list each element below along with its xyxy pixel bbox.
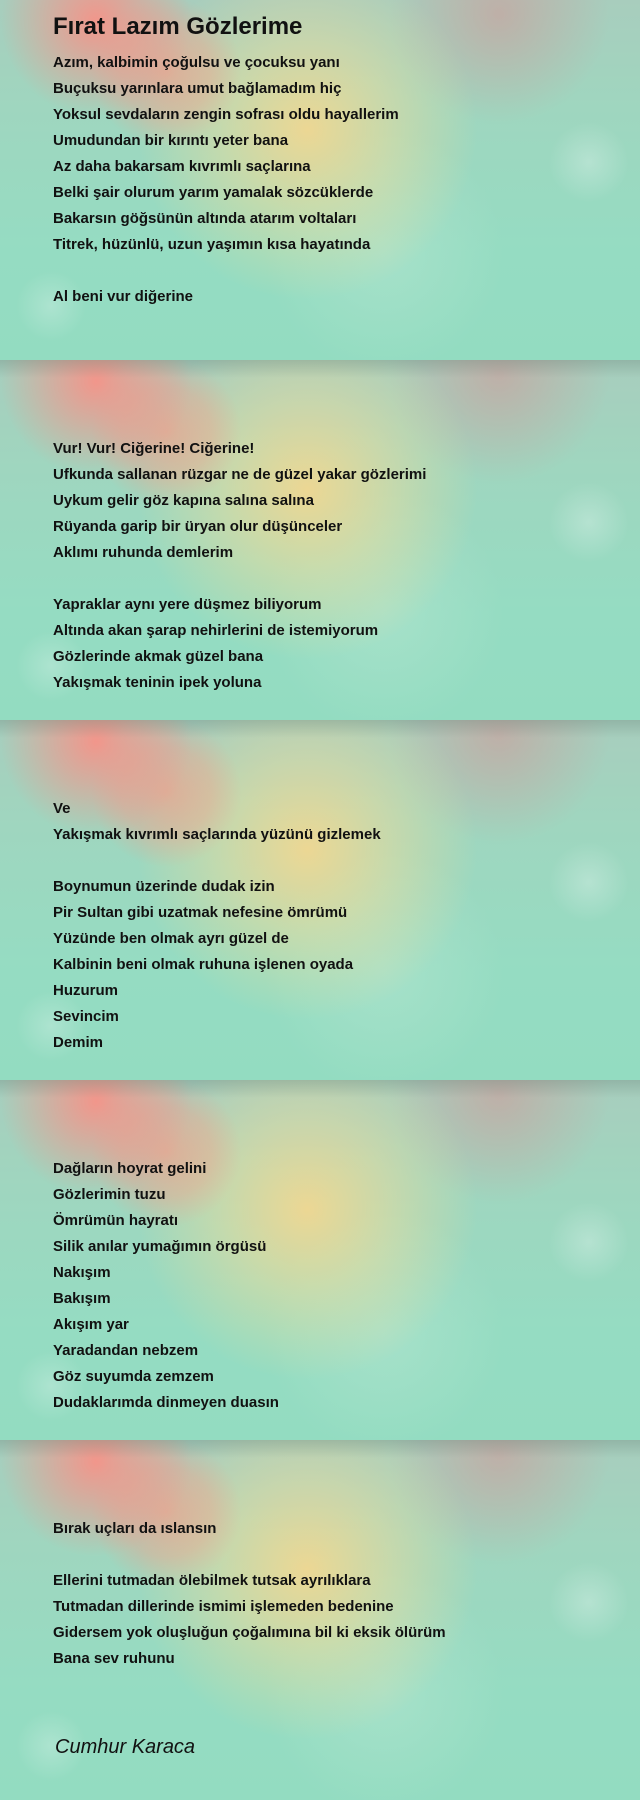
stanza-1 — [53, 50, 399, 310]
poem-line: Dağların hoyrat gelini — [53, 1160, 207, 1177]
poem-line: Göz suyumda zemzem — [53, 1368, 214, 1385]
poem-line: Yakışmak teninin ipek yoluna — [53, 674, 262, 691]
blank-line — [53, 1490, 446, 1516]
blank-line — [53, 1542, 446, 1568]
poem-line: Ufkunda sallanan rüzgar ne de güzel yakar gözlerimi — [53, 466, 427, 483]
poem-line: Yaradandan nebzem — [53, 1342, 199, 1359]
poem-line: Boynumun üzerinde dudak izin — [53, 878, 275, 895]
stanza-5 — [53, 1490, 446, 1672]
poem-line: Yakışmak kıvrımlı saçlarında yüzünü gizlemek — [53, 826, 381, 843]
poem-line: Kalbinin beni olmak ruhuna işlenen oyada — [53, 956, 354, 973]
poem-line: Bırak uçları da ıslansın — [53, 1520, 217, 1537]
poem-line: Bana sev ruhunu — [53, 1650, 175, 1667]
stanza-3 — [53, 770, 381, 1056]
blank-line — [53, 258, 399, 284]
poem-line: Demim — [53, 1034, 104, 1051]
poem-line: Pir Sultan gibi uzatmak nefesine ömrümü — [53, 904, 348, 921]
poem-line: Bakışım — [53, 1290, 111, 1307]
poem-panel-2 — [0, 360, 640, 720]
poem-line: Aklımı ruhunda demlerim — [53, 544, 234, 561]
poem-line: Uykum gelir göz kapına salına salına — [53, 492, 314, 509]
poem-author: Cumhur Karaca — [55, 1736, 196, 1758]
poem-line: Nakışım — [53, 1264, 111, 1281]
stanza-4 — [53, 1130, 279, 1416]
stanza-2 — [53, 410, 426, 696]
blank-line — [53, 410, 426, 436]
poem-line: Yoksul sevdaların zengin sofrası oldu hayallerim — [53, 106, 399, 123]
poem-line: Tutmadan dillerinde ismimi işlemeden bedenine — [53, 1598, 394, 1615]
poem-line: Huzurum — [53, 982, 118, 999]
poem-line: Umudundan bir kırıntı yeter bana — [53, 132, 289, 149]
poem-line: Vur! Vur! Ciğerine! Ciğerine! — [53, 440, 255, 457]
poem-line: Az daha bakarsam kıvrımlı saçlarına — [53, 158, 311, 175]
poem-line: Dudaklarımda dinmeyen duasın — [53, 1394, 279, 1411]
blank-line — [53, 770, 381, 796]
poem-line: Al beni vur diğerine — [53, 288, 194, 305]
poem-panel-4 — [0, 1080, 640, 1440]
blank-line — [53, 1130, 279, 1156]
poem-line: Buçuksu yarınlara umut bağlamadım hiç — [53, 80, 342, 97]
poem-line: Gidersem yok oluşluğun çoğalımına bil ki eksik ölürüm — [53, 1624, 446, 1641]
poem-line: Sevincim — [53, 1008, 119, 1025]
poem-line: Belki şair olurum yarım yamalak sözcüklerde — [53, 184, 374, 201]
blank-line — [53, 566, 426, 592]
poem-line: Akışım yar — [53, 1316, 129, 1333]
poem-line: Azım, kalbimin çoğulsu ve çocuksu yanı — [53, 54, 340, 71]
poem-panel-5 — [0, 1440, 640, 1800]
blank-line — [53, 848, 381, 874]
poem-line: Yüzünde ben olmak ayrı güzel de — [53, 930, 289, 947]
poem-line: Ömrümün hayratı — [53, 1212, 179, 1229]
poem-panel-1 — [0, 0, 640, 360]
poem-panel-3 — [0, 720, 640, 1080]
poem-line: Rüyanda garip bir üryan olur düşünceler — [53, 518, 343, 535]
poem-line: Yapraklar aynı yere düşmez biliyorum — [53, 596, 322, 613]
poem-line: Bakarsın göğsünün altında atarım voltaları — [53, 210, 357, 227]
poem-line: Silik anılar yumağımın örgüsü — [53, 1238, 267, 1255]
poem-line: Gözlerimin tuzu — [53, 1186, 166, 1203]
poem-line: Ve — [53, 800, 71, 817]
poem-line: Titrek, hüzünlü, uzun yaşımın kısa hayatında — [53, 236, 371, 253]
poem-line: Gözlerinde akmak güzel bana — [53, 648, 264, 665]
poem-title: Fırat Lazım Gözlerime — [53, 13, 303, 40]
poem-line: Altında akan şarap nehirlerini de istemiyorum — [53, 622, 379, 639]
poem-line: Ellerini tutmadan ölebilmek tutsak ayrılıklara — [53, 1572, 371, 1589]
